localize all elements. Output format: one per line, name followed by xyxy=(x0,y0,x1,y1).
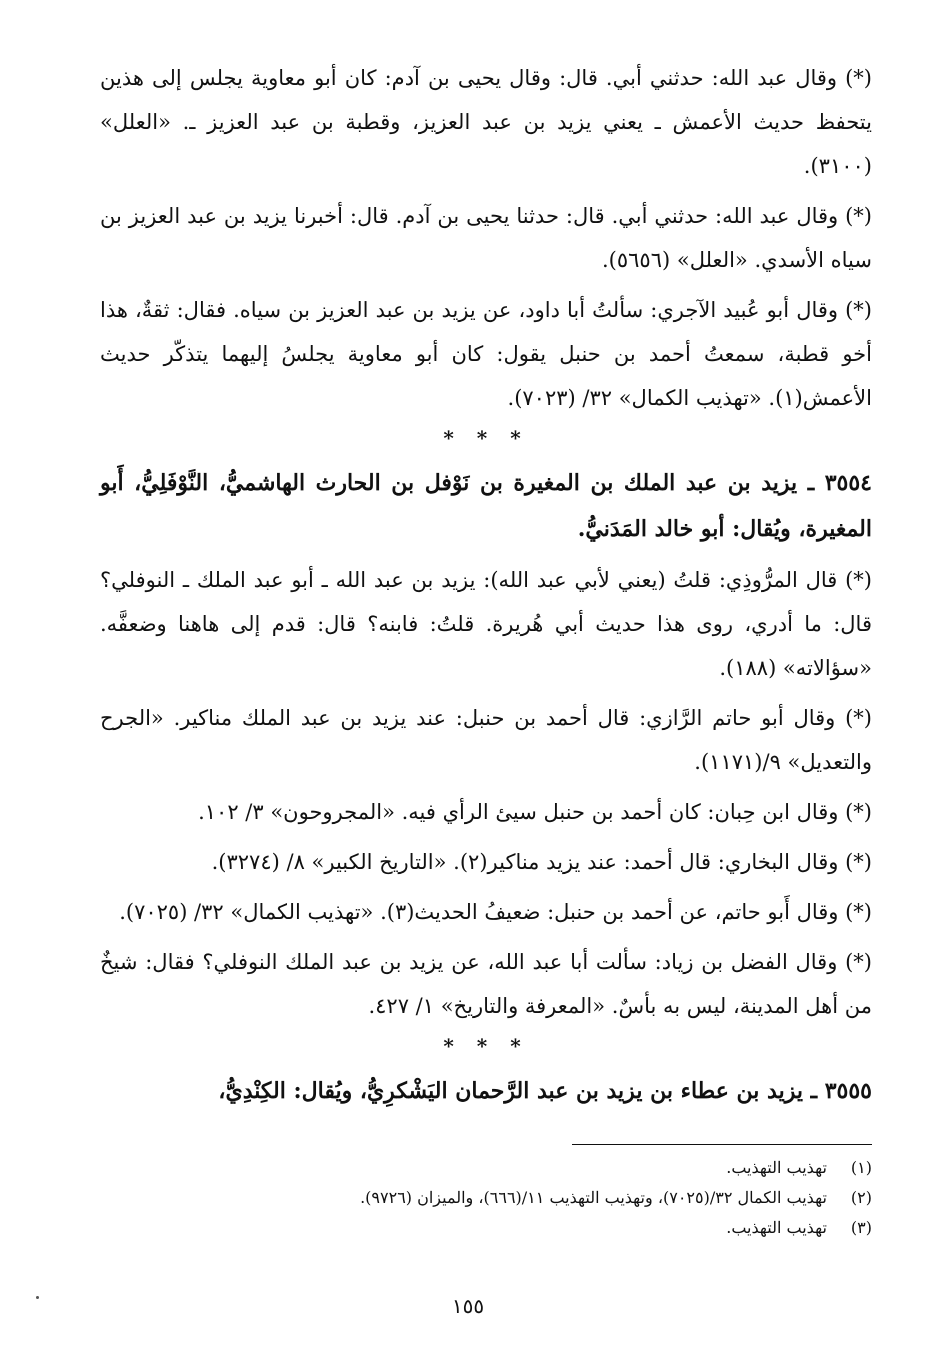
footnote-divider xyxy=(572,1144,872,1145)
paragraph-fadl-ibn-ziyad: (*) وقال الفضل بن زياد: سألت أبا عبد الله، عن يزيد بن عبد الملك النوفلي؟ فقال: شيخٌ من أهل المدينة، ليس به بأسٌ. «المعرفة والتاريخ» ١/ ٤٢٧. xyxy=(100,950,872,1018)
entry-heading-3555: ٣٥٥٥ ـ يزيد بن عطاء بن يزيد بن عبد الرَّحمان اليَشْكرِيُّ، ويُقال: الكِنْدِيُّ، xyxy=(218,1078,872,1104)
section-separator: * * * xyxy=(443,426,529,450)
footnote-number: (١) xyxy=(850,1158,872,1177)
paragraph-marrudhi: (*) قال المرُّوذِي: قلتُ (يعني لأبي عبد الله): يزيد بن عبد الله ـ أبو عبد الملك ـ النوفلي؟ قال: ما أدري، روى هذا حديث أبي هُريرة. قلتُ: فابنه؟ قال: قدم إلى هاهنا وضعفَّه. «سؤالاته» (١٨٨). xyxy=(100,568,872,680)
paragraph-bukhari: (*) وقال البخاري: قال أحمد: عند يزيد مناكير(٢). «التاريخ الكبير» ٨/ (٣٢٧٤). xyxy=(211,850,872,874)
page-number: ١٥٥ xyxy=(451,1294,485,1318)
footnote-item xyxy=(100,1153,872,1183)
footnote-text: تهذيب التهذيب. xyxy=(726,1218,827,1237)
entry-heading-3554: ٣٥٥٤ ـ يزيد بن عبد الملك بن المغيرة بن نَوْفل بن الحارث الهاشميُّ، النَّوْفَلِيُّ، أَبو المغيرة، ويُقال: أبو خالد المَدَنيُّ. xyxy=(100,470,872,542)
scan-speck xyxy=(36,1296,39,1299)
paragraph-abu-hatim: (*) وقال أَبو حاتم، عن أحمد بن حنبل: ضعيفُ الحديث(٣). «تهذيب الكمال» ٣٢/ (٧٠٢٥). xyxy=(119,900,872,924)
footnote-text: تهذيب التهذيب. xyxy=(726,1158,827,1177)
paragraph-ajurri: (*) وقال أبو عُبيد الآجري: سألتُ أبا داود، عن يزيد بن عبد العزيز بن سياه. فقال: ثقةٌ، هذا أخو قطبة، سمعتُ أحمد بن حنبل يقول: كان أبو معاوية يجلسُ إليهما يتذكّر حديث الأعمش(١). «تهذيب الكمال» ٣٢/ (٧٠٢٣). xyxy=(100,298,872,410)
section-separator: * * * xyxy=(443,1034,529,1058)
paragraph-abu-hatim-razi: (*) وقال أبو حاتم الرَّازي: قال أحمد بن حنبل: عند يزيد بن عبد الملك مناكير. «الجرح والتعديل» ٩/(١١٧١). xyxy=(100,706,872,774)
footnote-item xyxy=(100,1213,872,1243)
paragraph-ibn-hibban: (*) وقال ابن حِبان: كان أحمد بن حنبل سيئ الرأي فيه. «المجروحون» ٣/ ١٠٢. xyxy=(198,800,872,824)
footnote-number: (٣) xyxy=(850,1218,872,1237)
footnote-text: تهذيب الكمال ٣٢/(٧٠٢٥)، وتهذيب التهذيب ١١/(٦٦٦)، والميزان (٩٧٢٦). xyxy=(360,1188,827,1207)
footnote-number: (٢) xyxy=(850,1188,872,1207)
footnotes xyxy=(100,1153,872,1243)
paragraph-ilal-3100: (*) وقال عبد الله: حدثني أبي. قال: وقال يحيى بن آدم: كان أبو معاوية يجلس إلى هذين يتحفظ حديث الأعمش ـ يعني يزيد بن عبد العزيز، وقطبة بن عبد العزيز ـ. «العلل» (٣١٠٠). xyxy=(100,66,872,178)
paragraph-ilal-5656: (*) وقال عبد الله: حدثني أبي. قال: حدثنا يحيى بن آدم. قال: أخبرنا يزيد بن عبد العزيز بن سياه الأسدي. «العلل» (٥٦٥٦). xyxy=(100,204,872,272)
footnote-item xyxy=(100,1183,872,1213)
